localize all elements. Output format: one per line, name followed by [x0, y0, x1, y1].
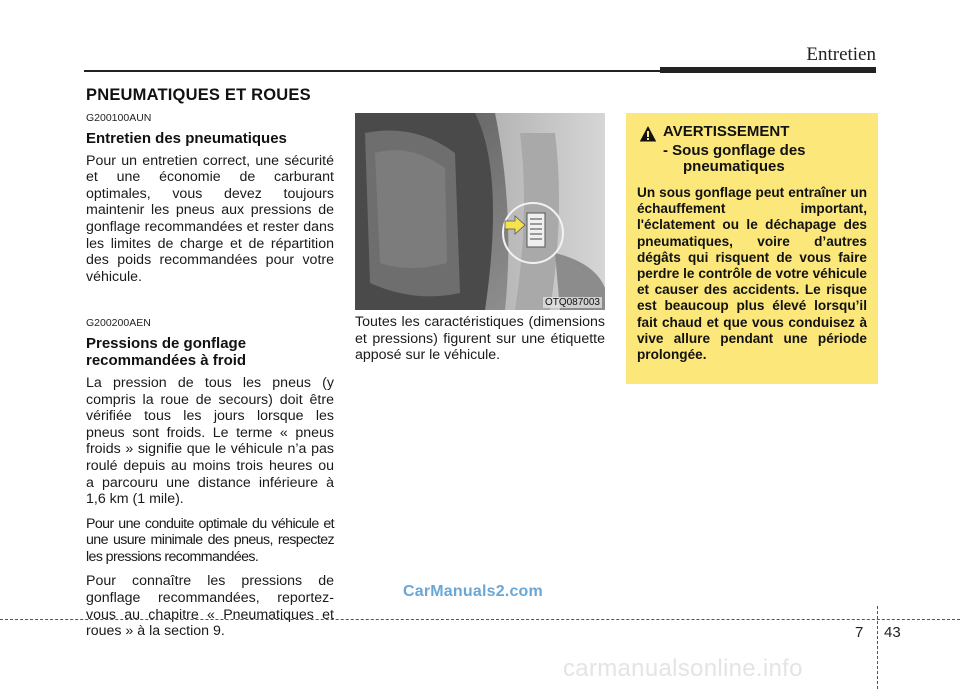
section-title: PNEUMATIQUES ET ROUES — [86, 86, 311, 104]
warning-header — [635, 123, 869, 143]
image-reference-label: OTQ087003 — [544, 297, 600, 308]
door-pillar-illustration — [355, 113, 605, 310]
warning-subtitle: - Sous gonflage des — [663, 142, 806, 159]
warning-box — [626, 113, 878, 384]
header-rule-thick — [660, 67, 876, 73]
footer-dashed-line — [0, 619, 960, 620]
paragraph-reference: Pour connaître les pressions de gonflage recommandées, reportez-vous au chapitre « Pneumatiques et roues » à la section 9. — [86, 573, 334, 640]
chapter-number: 7 — [855, 624, 864, 641]
heading-line: Pressions de gonflage — [86, 334, 247, 352]
spacer — [86, 293, 334, 315]
heading-pressions — [86, 335, 334, 369]
warning-title: AVERTISSEMENT — [663, 123, 790, 140]
warning-body: Un sous gonflage peut entraîner un échauffement important, l'éclatement ou le déchapage des pneumatiques, voire d’autres dégâts qui risquent de vous faire perdre le contrôle de votre véhicule et causer des accidents. Le risque est beaucoup plus élevé lorsqu’il fait chaud et que vous conduisez à vive allure pendant une période prolongée. — [637, 185, 867, 363]
ref-code: G200100AUN — [86, 112, 152, 124]
header-rule-thin — [84, 70, 660, 72]
heading-entretien: Entretien des pneumatiques — [86, 129, 287, 147]
left-column — [86, 110, 334, 648]
warning-triangle-icon — [639, 125, 657, 143]
paragraph-pression-froid: La pression de tous les pneus (y compris la roue de secours) doit être vérifiée tous les jours lorsque les pneus sont froids. Le terme « pneus froids » signifie que le véhicule n’a pas roulé depuis au moins trois heures ou a parcouru une distance inférieure à 1,6 km (1 mile). — [86, 374, 334, 508]
warning-subtitle: pneumatiques — [683, 158, 785, 175]
site-watermark: carmanualsonline.info — [563, 655, 803, 682]
footer-vertical-dash — [877, 606, 878, 689]
page-number: 43 — [884, 624, 901, 641]
paragraph-entretien: Pour un entretien correct, une sécurité et une économie de carburant optimales, vous devez toujours maintenir les pneus aux pressions de gonflage recommandées et rester dans les limites de charge et de répartition des poids recommandées pour votre véhicule. — [86, 152, 334, 285]
chapter-title: Entretien — [806, 44, 876, 65]
heading-line: recommandées à froid — [86, 351, 247, 369]
ref-code: G200200AEN — [86, 317, 151, 330]
photo-caption: Toutes les caractéristiques (dimensions et pressions) figurent sur une étiquette apposé sur le véhicule. — [355, 314, 605, 364]
tire-label-photo — [355, 113, 605, 310]
watermark[interactable]: CarManuals2.com — [403, 583, 543, 600]
paragraph-conduite: Pour une conduite optimale du véhicule et une usure minimale des pneus, respectez les pressions recommandées. — [86, 515, 334, 565]
